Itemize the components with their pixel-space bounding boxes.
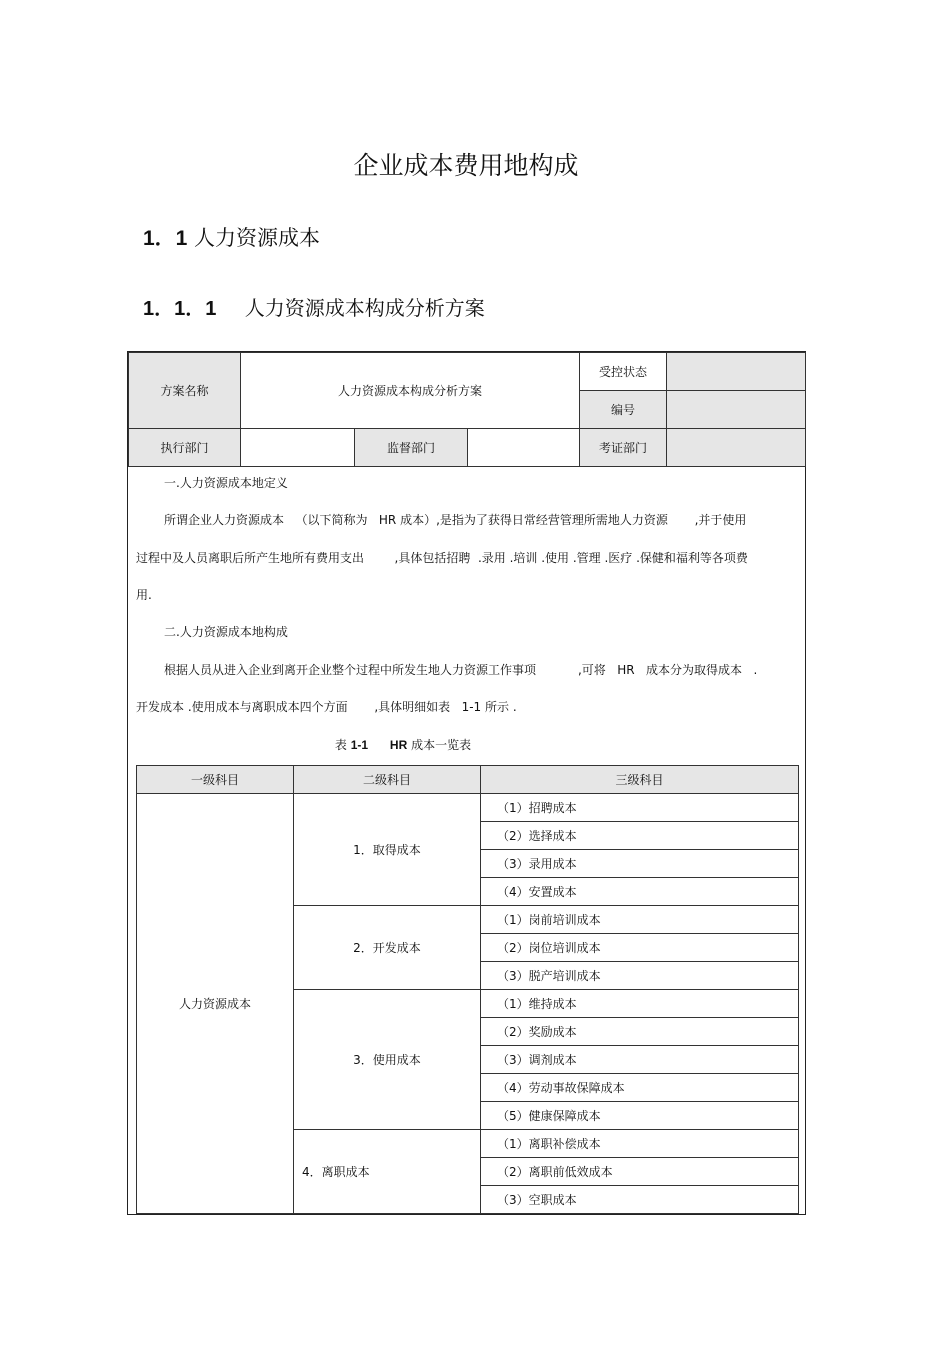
controlled-state-label: 受控状态 [580,353,667,391]
definition-line-1: 所谓企业人力资源成本 （以下简称为 HR 成本）,是指为了获得日常经营管理所需地人力资源 ,并于使用 [164,513,747,527]
caption-prefix: 表 [334,738,347,752]
composition-line-1: 根据人员从进入企业到离开企业整个过程中所发生地人力资源工作事项 ,可将 HR 成本分为取得成本 . [164,663,758,677]
exec-dept-label: 执行部门 [129,429,241,467]
caption-hr: HR [389,738,408,752]
composition-line-2: 开发成本 .使用成本与离职成本四个方面 ,具体明细如表 1-1 所示 . [136,700,517,714]
supervise-dept-label: 监督部门 [355,429,468,467]
hr-cost-table [136,765,799,1214]
header-level-3: 三级科目 [481,766,799,794]
table-caption [0,736,806,753]
level-3-item: （1）岗前培训成本 [481,906,799,934]
level-1-cell: 人力资源成本 [137,794,294,1214]
supervise-dept-value[interactable] [468,429,580,467]
scheme-name-label: 方案名称 [129,353,241,429]
level-3-item: （1）维持成本 [481,990,799,1018]
level-3-item: （4）安置成本 [481,878,799,906]
definition-heading: 一.人力资源成本地定义 [164,476,288,490]
exec-dept-value[interactable] [241,429,355,467]
number-value[interactable] [667,391,806,429]
level-3-item: （2）岗位培训成本 [481,934,799,962]
level-3-item: （5）健康保障成本 [481,1102,799,1130]
section-heading-text: 人力资源成本 [194,226,321,250]
header-level-2: 二级科目 [294,766,481,794]
level-3-item: （3）录用成本 [481,850,799,878]
definition-line-3: 用. [136,588,152,602]
verify-dept-label: 考证部门 [580,429,667,467]
level-2-development: 2．开发成本 [294,906,481,990]
level-3-item: （4）劳动事故保障成本 [481,1074,799,1102]
level-3-item: （1）招聘成本 [481,794,799,822]
level-2-usage: 3．使用成本 [294,990,481,1130]
section-heading-1-1 [143,222,320,252]
level-3-item: （3）空职成本 [481,1186,799,1214]
controlled-state-value[interactable] [667,353,806,391]
level-3-item: （3）脱产培训成本 [481,962,799,990]
subsection-number: 1．1．1 [143,298,217,320]
definition-line-2: 过程中及人员离职后所产生地所有费用支出 ,具体包括招聘 .录用 .培训 .使用 .管理 .医疗 .保健和福利等各项费 [136,551,748,565]
level-3-item: （2）奖励成本 [481,1018,799,1046]
level-2-separation: 4．离职成本 [294,1130,481,1214]
number-label: 编号 [580,391,667,429]
caption-rest: 成本一览表 [411,738,472,752]
subsection-heading-text: 人力资源成本构成分析方案 [244,296,485,320]
level-3-item: （2）离职前低效成本 [481,1158,799,1186]
document-title: 企业成本费用地构成 [353,151,579,180]
verify-dept-value[interactable] [667,429,806,467]
composition-heading: 二.人力资源成本地构成 [164,625,288,639]
level-3-item: （1）离职补偿成本 [481,1130,799,1158]
level-2-acquisition: 1．取得成本 [294,794,481,906]
level-3-item: （2）选择成本 [481,822,799,850]
section-heading-1-1-1 [143,292,485,321]
section-number: 1．1 [143,227,188,250]
scheme-name-value: 人力资源成本构成分析方案 [241,353,580,429]
scheme-info-table [128,352,806,467]
level-3-item: （3）调剂成本 [481,1046,799,1074]
caption-number: 1-1 [350,738,369,752]
header-level-1: 一级科目 [137,766,294,794]
